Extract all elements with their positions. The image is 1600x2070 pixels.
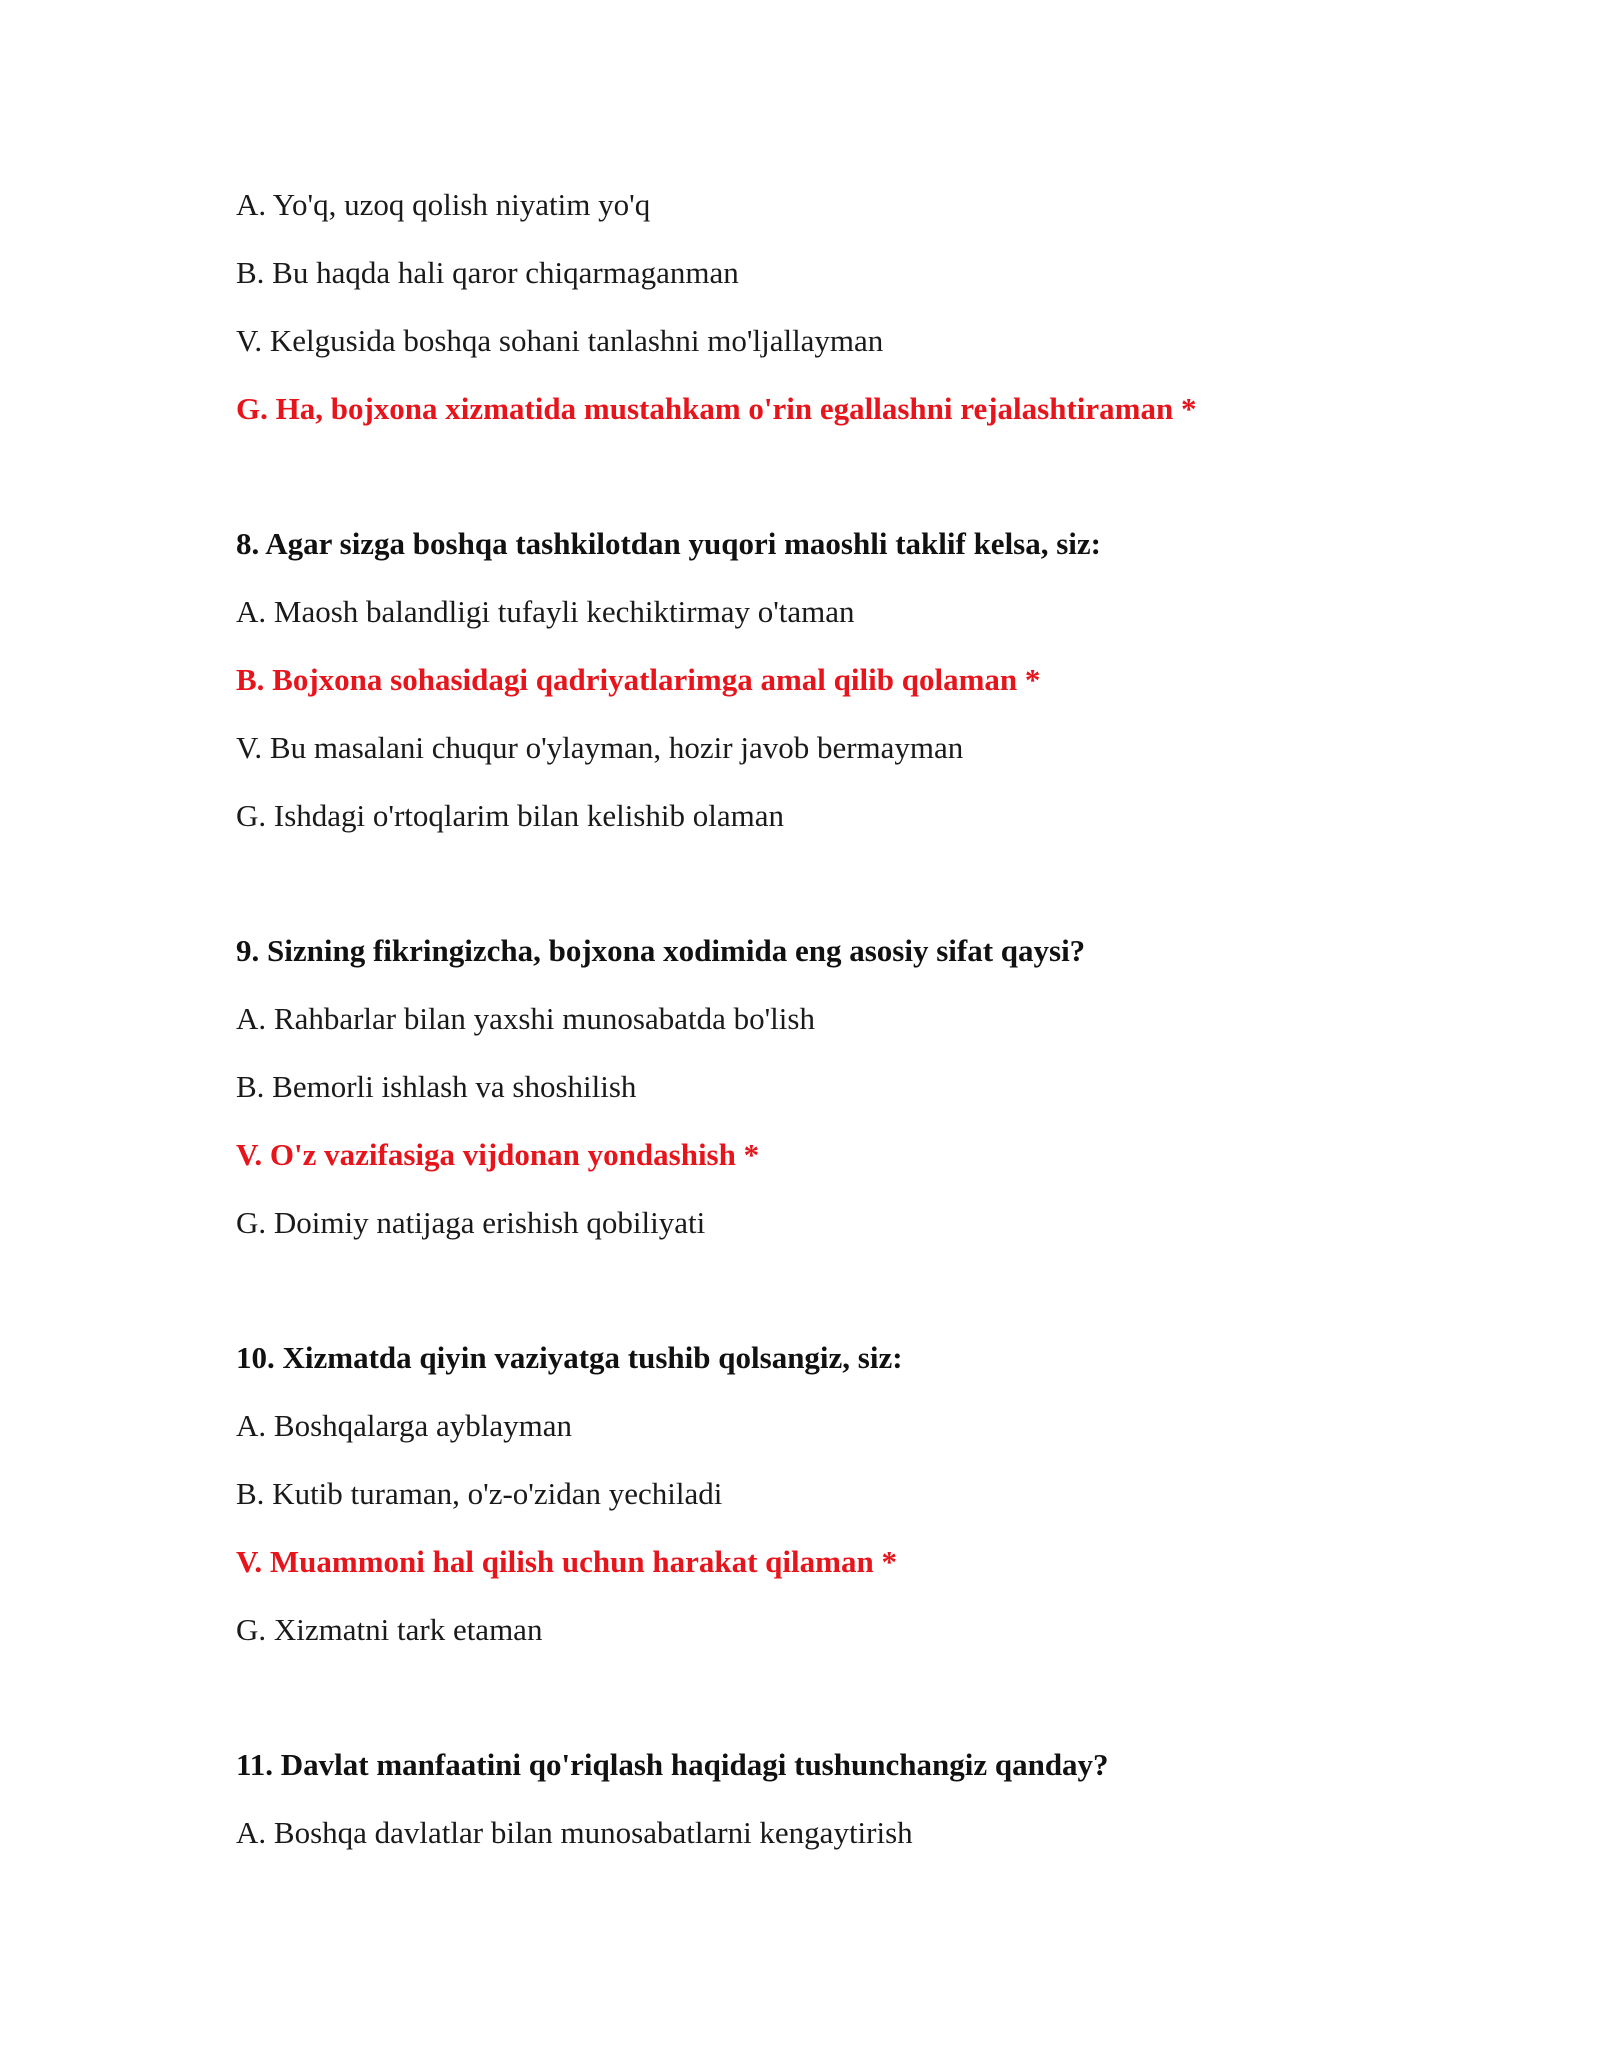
- option-g: G. Doimiy natijaga erishish qobiliyati: [236, 1205, 706, 1240]
- option-b-correct: B. Bojxona sohasidagi qadriyatlarimga amal qilib qolaman *: [236, 662, 1041, 697]
- option-g-correct: G. Ha, bojxona xizmatida mustahkam o'rin egallashni rejalashtiraman *: [236, 391, 1197, 426]
- option-a: A. Yo'q, uzoq qolish niyatim yo'q: [236, 187, 651, 222]
- option-v-correct: V. O'z vazifasiga vijdonan yondashish *: [236, 1137, 760, 1172]
- option-g: G. Xizmatni tark etaman: [236, 1612, 543, 1647]
- option-v-correct: V. Muammoni hal qilish uchun harakat qilaman *: [236, 1544, 897, 1579]
- option-v: V. Bu masalani chuqur o'ylayman, hozir javob bermayman: [236, 730, 964, 765]
- question-title: 11. Davlat manfaatini qo'riqlash haqidagi tushunchangiz qanday?: [236, 1747, 1109, 1782]
- block-spacer: [236, 1679, 1436, 1746]
- option-b: B. Bemorli ishlash va shoshilish: [236, 1069, 637, 1104]
- block-spacer: [236, 1272, 1436, 1339]
- option-a: A. Maosh balandligi tufayli kechiktirmay o'taman: [236, 594, 855, 629]
- option-g: G. Ishdagi o'rtoqlarim bilan kelishib olaman: [236, 798, 784, 833]
- question-block-7-continued: [236, 186, 1436, 428]
- question-block-11: [236, 1746, 1436, 1852]
- question-title: 10. Xizmatda qiyin vaziyatga tushib qolsangiz, siz:: [236, 1340, 903, 1375]
- option-a: A. Boshqalarga ayblayman: [236, 1408, 573, 1443]
- block-spacer: [236, 865, 1436, 932]
- option-a: A. Rahbarlar bilan yaxshi munosabatda bo'lish: [236, 1001, 815, 1036]
- block-spacer: [236, 458, 1436, 525]
- document-page: [236, 186, 1436, 1882]
- question-block-9: [236, 932, 1436, 1242]
- question-title: 9. Sizning fikringizcha, bojxona xodimida eng asosiy sifat qaysi?: [236, 933, 1086, 968]
- question-title: 8. Agar sizga boshqa tashkilotdan yuqori maoshli taklif kelsa, siz:: [236, 526, 1102, 561]
- question-block-10: [236, 1339, 1436, 1649]
- option-a: A. Boshqa davlatlar bilan munosabatlarni kengaytirish: [236, 1815, 913, 1850]
- option-v: V. Kelgusida boshqa sohani tanlashni mo'ljallayman: [236, 323, 884, 358]
- option-b: B. Bu haqda hali qaror chiqarmaganman: [236, 255, 739, 290]
- option-b: B. Kutib turaman, o'z-o'zidan yechiladi: [236, 1476, 723, 1511]
- question-block-8: [236, 525, 1436, 835]
